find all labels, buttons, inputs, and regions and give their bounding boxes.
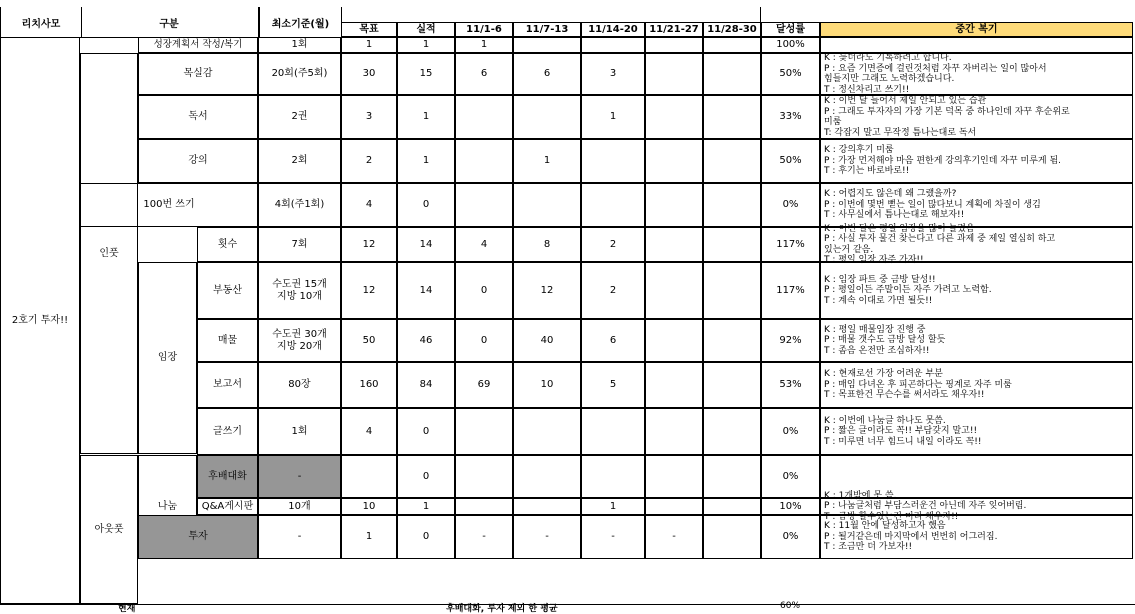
row-review-note[interactable] [820,95,1133,139]
rate-value-text: 117% [776,284,805,296]
row-min[interactable] [258,262,341,319]
week2-value-text: 6 [543,68,551,79]
rate-value[interactable] [761,455,820,498]
footer-right-label: 60% [780,601,801,611]
footer-strip [0,601,1135,614]
target-value-text: 2 [365,155,373,166]
row-review-note-text: K : 11월 안에 달성하고자 했음 P : 될거같은데 마지막에서 번번히 어그러짐. T : 조금만 더 가보자!! [824,521,998,553]
row-review-note[interactable] [820,223,1133,265]
group-imjang-text: 임장 [157,352,178,363]
week4-value[interactable] [645,498,703,515]
week5-value[interactable] [703,262,761,319]
header-rate-text: 달성률 [776,23,805,35]
week3-value[interactable] [581,139,645,183]
row-min-text: 4회(주1회) [274,199,325,210]
week5-value[interactable] [703,498,761,515]
row-label[interactable] [197,262,258,319]
rate-value[interactable] [761,408,820,455]
week2-value[interactable] [513,183,581,227]
row-review-note[interactable] [820,490,1133,522]
week4-value[interactable] [645,408,703,455]
row-review-note-text: K : 이번에 나눔글 하나도 못씀. P : 짧은 글이라도 꼭!! 부담갖지 말고!! T : 미루면 너무 힘드니 내일 이라도 꼭!! [824,415,982,447]
header-week3[interactable] [581,22,645,37]
actual-value[interactable] [397,183,455,227]
week3-value[interactable] [581,408,645,455]
actual-value[interactable] [397,515,455,559]
rate-value-text: 33% [779,111,802,122]
week1-value[interactable] [455,53,513,95]
header-review-text: 중간 복기 [955,23,998,35]
target-value[interactable] [341,455,397,498]
actual-value[interactable] [397,262,455,319]
row-review-note[interactable] [820,139,1133,183]
week2-value[interactable] [513,515,581,559]
header-gubun: 구분 [159,18,179,30]
row-review-note-text: K : 1개밖에 못 씀. P : 나눔글처럼 부담스러운건 아닌데 자주 잊어버림. T : 금방 할수있는건 미리 채우자!! [824,490,1027,522]
row-min[interactable] [258,53,341,95]
week4-value[interactable] [645,227,703,262]
week5-value[interactable] [703,362,761,408]
row-review-note-text: K : 어렵지도 않은데 왜 그랬을까? P : 이번에 몇번 뻗는 일이 많다보니 계획에 차질이 생김 T : 사무실에서 틈나는대로 해보자!! [824,189,1041,221]
week1-value[interactable] [455,515,513,559]
header-richisamo-cell[interactable] [0,7,82,38]
row-min-text: - [297,531,302,542]
row-label-text: 부동산 [213,284,242,296]
actual-value-text: 0 [422,470,430,482]
week4-value[interactable] [645,139,703,183]
week2-value[interactable] [513,227,581,262]
rate-value-text: 50% [779,155,802,166]
week4-value[interactable] [645,455,703,498]
week2-value-text: - [545,531,549,542]
row-min[interactable] [258,408,341,455]
row-label[interactable] [138,515,258,559]
week3-value[interactable] [581,37,645,53]
row-review-note-text: K : 평일 매물임장 진행 중 P : 매물 갯수도 금방 달성 할듯 T : 좀음 온전만 조심하자!! [824,324,946,356]
week2-value[interactable] [513,319,581,362]
week4-value[interactable] [645,183,703,227]
target-value[interactable] [341,498,397,515]
week3-value[interactable] [581,319,645,362]
header-gubun-cell[interactable] [80,7,259,38]
row-review-note[interactable] [820,408,1133,455]
week4-value[interactable] [645,362,703,408]
row-label[interactable] [138,53,258,95]
rate-value[interactable] [761,227,820,262]
row-review-note-text: K : 강의후기 미룸 P : 가장 먼저해야 마음 편한게 강의후기인데 자꾸 미루게 됨. T : 후기는 바로바로!! [824,145,1062,177]
target-value[interactable] [341,37,397,53]
header-min: 최소기준(월) [271,18,330,30]
group-input[interactable] [80,53,138,454]
row-review-note-text: K : 늦더라도 기록하려고 합니다. P : 요즘 기면증에 걸린것처럼 자꾸 자버리는 일이 많아서 힘들지만 그래도 노력하겠습니다. T : 정신차리고 쓰기!! [824,53,1047,95]
row-min[interactable] [258,227,341,262]
header-week2-text: 11/7-13 [525,23,569,35]
target-value-text: 30 [362,68,376,79]
week5-value[interactable] [703,515,761,559]
header-actual[interactable] [397,22,455,37]
week5-value[interactable] [703,227,761,262]
header-week1[interactable] [455,22,513,37]
week4-value[interactable] [645,262,703,319]
week4-value-text: - [672,531,676,542]
row-review-note[interactable] [820,183,1133,227]
row-min[interactable] [258,319,341,362]
actual-value[interactable] [397,362,455,408]
row-label-text: 100번 쓰기 [143,199,195,210]
actual-value[interactable] [397,408,455,455]
rate-value-text: 0% [782,199,799,210]
header-week5[interactable] [703,22,761,37]
rate-value-text: 0% [782,470,799,482]
row-label-text: Q&A게시판 [201,500,254,512]
week3-value-text: 3 [609,68,617,79]
rate-value[interactable] [761,53,820,95]
group-input-text: 인풋 [99,247,119,259]
actual-value-text: 15 [419,68,433,79]
actual-value[interactable] [397,498,455,515]
week1-value[interactable] [455,498,513,515]
actual-value-text: 14 [419,238,433,250]
row-label[interactable] [138,95,258,139]
row-label[interactable] [197,227,258,262]
row-review-note-text: K : 이번 달 들어서 제일 안되고 있는 습관 P : 그래도 투자자의 가장 기본 덕목 중 하나인데 자꾸 후순위로 미룸 T: 각잡지 말고 무작정 틈나는대로 독서 [824,96,1070,138]
group-nanum-text: 나눔 [157,501,178,512]
rate-value-text: 0% [782,425,799,437]
row-min-text: 80장 [288,379,311,390]
row-review-note[interactable] [820,319,1133,362]
row-min[interactable] [258,183,341,227]
row-min-text: 2회 [291,155,308,166]
week5-value[interactable] [703,183,761,227]
week3-value[interactable] [581,227,645,262]
actual-value-text: 1 [422,500,430,512]
footer-left-label: 현재 [118,604,136,614]
footer-mid-label: 후배대화, 투자 제외 한 평균 [446,604,558,614]
row-label-text: 글쓰기 [213,425,242,437]
rate-value[interactable] [761,515,820,559]
actual-value-text: 0 [422,199,430,210]
header-min-cell[interactable] [258,7,342,38]
row-label[interactable] [138,139,258,183]
week1-value[interactable] [455,408,513,455]
actual-value[interactable] [397,37,455,53]
week3-value[interactable] [581,498,645,515]
header-week1-text: 11/1-6 [466,23,502,35]
row-label-text: 성장계획서 작성/복기 [153,39,243,50]
week3-value[interactable] [581,262,645,319]
actual-value[interactable] [397,95,455,139]
week2-value[interactable] [513,362,581,408]
rate-value-text: 117% [776,238,805,250]
week2-value-text: 40 [540,334,554,346]
target-value-text: 1 [365,531,373,542]
row-review-note[interactable] [820,362,1133,408]
week5-value[interactable] [703,37,761,53]
row-label-text: 보고서 [213,379,242,390]
row-min-text: 수도권 15개 지방 10개 [272,278,327,302]
row-min-text: 7회 [291,238,308,250]
row-min[interactable] [258,362,341,408]
week4-value[interactable] [645,37,703,53]
target-value-text: 1 [365,39,373,50]
rate-value-text: 53% [779,379,802,390]
week2-value-text: 12 [540,284,554,296]
header-week4[interactable] [645,22,703,37]
row-min[interactable] [258,37,341,53]
row-label-text: 매물 [217,334,238,346]
rate-value[interactable] [761,362,820,408]
target-value[interactable] [341,319,397,362]
row-label-text: 횟수 [217,238,238,250]
week4-value[interactable] [645,319,703,362]
actual-value[interactable] [397,139,455,183]
week4-value[interactable] [645,515,703,559]
rate-value[interactable] [761,139,820,183]
row-min-text: 2권 [291,111,308,122]
target-value[interactable] [341,362,397,408]
week3-value[interactable] [581,53,645,95]
row-label[interactable] [197,455,258,498]
week3-value[interactable] [581,183,645,227]
actual-value-text: 0 [422,425,430,437]
week3-value-text: 5 [609,379,617,390]
week1-value-text: 0 [480,334,488,346]
row-review-note[interactable] [820,515,1133,559]
target-value-text: 10 [362,500,376,512]
week4-value[interactable] [645,53,703,95]
week1-value-text: 4 [480,238,488,250]
actual-value[interactable] [397,227,455,262]
week1-value-text: - [482,531,486,542]
group-output[interactable] [80,455,138,604]
target-value[interactable] [341,408,397,455]
week3-value-text: 6 [609,334,617,346]
week2-value[interactable] [513,408,581,455]
week2-value[interactable] [513,498,581,515]
week5-value[interactable] [703,319,761,362]
header-blank-cell[interactable] [341,7,761,22]
week3-value-text: 2 [609,238,617,250]
week1-value[interactable] [455,319,513,362]
week3-value-text: - [611,531,615,542]
target-value-text: 4 [365,199,373,210]
row-label-text: 후배대화 [208,470,247,482]
row-min[interactable] [258,95,341,139]
header-target-text: 목표 [359,23,379,35]
week2-value[interactable] [513,53,581,95]
target-value[interactable] [341,53,397,95]
header-target[interactable] [341,22,397,37]
actual-value-text: 46 [419,334,433,346]
actual-value[interactable] [397,455,455,498]
header-week5-text: 11/28-30 [707,23,757,35]
week1-value[interactable] [455,95,513,139]
target-value-text: 4 [365,425,373,437]
group-term[interactable] [0,37,80,604]
week4-value[interactable] [645,95,703,139]
row-label-text: 투자 [188,531,208,542]
week5-value[interactable] [703,53,761,95]
week1-value[interactable] [455,262,513,319]
week1-value-text: 1 [480,39,488,50]
week2-value-text: 8 [543,238,551,250]
week3-value-text: 1 [609,500,617,512]
actual-value[interactable] [397,53,455,95]
row-review-note[interactable] [820,262,1133,319]
week1-value[interactable] [455,362,513,408]
row-label-text: 강의 [188,155,208,166]
rate-value[interactable] [761,262,820,319]
header-actual-text: 실적 [416,23,436,35]
row-label[interactable] [197,408,258,455]
target-value[interactable] [341,262,397,319]
row-review-note-text: K : 현재로선 가장 어려운 부분 P : 매임 다녀온 후 피곤하다는 핑계로 자주 미룸 T : 목표한건 무슨수를 써서라도 채우자!! [824,369,1012,401]
week5-value[interactable] [703,139,761,183]
row-min[interactable] [258,455,341,498]
row-min[interactable] [258,515,341,559]
week1-value-text: 69 [477,379,491,390]
row-review-note-text: K : 임장 파트 중 금방 달성!! P : 평일이든 주말이든 자주 가려고 노력함. T : 계속 이대로 가면 될듯!! [824,274,992,306]
target-value-text: 160 [359,379,379,390]
row-min[interactable] [258,498,341,515]
actual-value-text: 1 [422,111,430,122]
week3-value[interactable] [581,455,645,498]
rate-value[interactable] [761,37,820,53]
target-value[interactable] [341,227,397,262]
target-value[interactable] [341,139,397,183]
week2-value-text: 10 [540,379,554,390]
week1-value[interactable] [455,139,513,183]
rate-value[interactable] [761,95,820,139]
row-min[interactable] [258,139,341,183]
week5-value[interactable] [703,408,761,455]
week2-value[interactable] [513,455,581,498]
target-value[interactable] [341,95,397,139]
actual-value-text: 14 [419,284,433,296]
target-value[interactable] [341,183,397,227]
row-review-note-text: K : 이번 달은 평일 임장을 많이 늘렸음 P : 사실 투자 물건 찾는다고 다른 과제 중 제일 열심히 하고 있는거 같음. T : 평일 임장 자주 가자!! [824,223,1056,265]
week3-value[interactable] [581,515,645,559]
row-label[interactable] [80,183,258,227]
week2-value[interactable] [513,95,581,139]
rate-value[interactable] [761,319,820,362]
rate-value-text: 50% [779,68,802,79]
target-value-text: 3 [365,111,373,122]
week3-value-text: 1 [609,111,617,122]
week3-value[interactable] [581,95,645,139]
rate-value[interactable] [761,498,820,515]
target-value-text: 12 [362,238,376,250]
rate-value-text: 92% [779,334,802,346]
week1-value-text: 6 [480,68,488,79]
group-imjang[interactable] [138,262,197,454]
target-value-text: 12 [362,284,376,296]
rate-value-text: 10% [779,500,802,512]
rate-value-text: 100% [776,39,805,50]
target-value-text: 50 [362,334,376,346]
rate-value-text: 0% [782,531,799,542]
week5-value[interactable] [703,95,761,139]
actual-value[interactable] [397,319,455,362]
row-label[interactable] [197,498,258,515]
week2-value[interactable] [513,139,581,183]
row-label-text: 독서 [188,111,208,122]
row-min-text: 수도권 30개 지방 20개 [272,328,327,352]
week3-value[interactable] [581,362,645,408]
header-week4-text: 11/21-27 [649,23,699,35]
row-review-note[interactable] [820,53,1133,95]
actual-value-text: 1 [422,155,430,166]
week1-value-text: 0 [480,284,488,296]
group-output-text: 아웃풋 [94,523,124,535]
week1-value[interactable] [455,227,513,262]
row-min-text: 1회 [291,39,308,50]
header-richisamo: 리치사모 [21,18,61,30]
rate-value[interactable] [761,183,820,227]
row-min-text: 1회 [291,425,308,437]
row-min-text: 10개 [288,500,311,512]
week2-value-text: 1 [543,155,551,166]
week2-value[interactable] [513,262,581,319]
row-label[interactable] [138,37,258,53]
header-week2[interactable] [513,22,581,37]
actual-value-text: 0 [422,531,430,542]
row-label[interactable] [197,362,258,408]
header-week3-text: 11/14-20 [588,23,638,35]
week3-value-text: 2 [609,284,617,296]
actual-value-text: 84 [419,379,433,390]
week5-value[interactable] [703,455,761,498]
row-review-note[interactable] [820,37,1133,53]
row-label-text: 목실감 [183,68,213,79]
week2-value[interactable] [513,37,581,53]
actual-value-text: 1 [422,39,430,50]
week1-value[interactable] [455,455,513,498]
header-rate[interactable] [761,22,820,37]
group-term-text: 2호기 투자!! [11,314,69,326]
row-min-text: 20회(주5회) [271,68,328,79]
row-label[interactable] [197,319,258,362]
header-review[interactable] [820,22,1133,37]
week1-value[interactable] [455,183,513,227]
target-value[interactable] [341,515,397,559]
week1-value[interactable] [455,37,513,53]
row-min-text: - [297,470,302,482]
